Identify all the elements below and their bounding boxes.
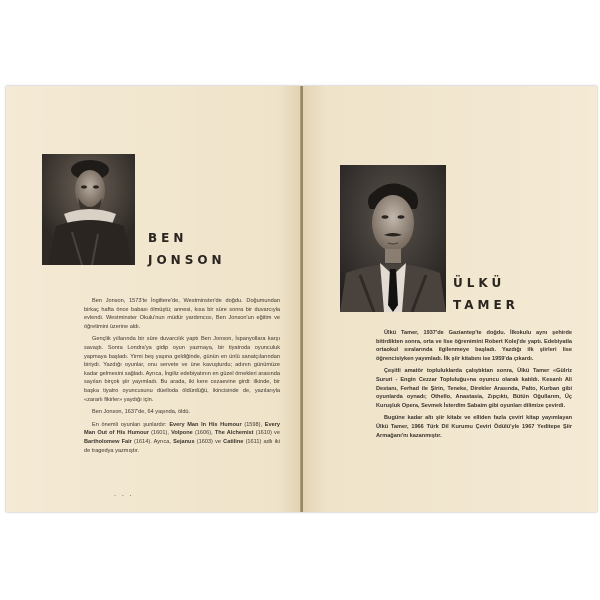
bio-paragraph: Gençlik yıllarında bir süre duvarcılık yaptı Ben Jonson, İspanyollara karşı savaştı. Sonra Londra'ya gidip oyun yazmaya, bir tiyatroda oyunculuk yapmaya başladı. Yirmi beş yaşına geldiğinde, günün en ünlü sanatçılarından biriydi. Yazdığı oyunlar, onu servete ve üne kavuşturdu; adının günümüze kadar gelmesini sağladı. Ayrıca, İngiliz edebiyatının en güzel örnekleri arasında sayılan birçok şiir yayımladı. Bu arada, iki kere cezaevine girdi: ilkinde, bir başka tiyatro oyuncusunu düelloda öldürdüğü, ikincisinde de, yazılarıyla «zararlı fikirler» yaydığı için. <box>84 336 280 403</box>
author-name-ulku-tamer <box>453 272 519 316</box>
works-intro: En önemli oyunları şunlardır: <box>92 421 167 428</box>
ben-jonson-biography <box>84 297 280 459</box>
work-title: Bartholomew Fair <box>84 438 132 445</box>
left-page <box>6 86 301 512</box>
work-year: (1614). Ayrıca, <box>134 438 171 445</box>
bio-paragraph: Ülkü Tamer, 1937'de Gaziantep'te doğdu. İlkokulu aynı şehirde bitirdikten sonra, orta ve lise öğrenimini Robert Kolej'de yaptı. Edebiyatla ortaokul sıralarında ilgilenmeye başladı. Yazdığı ilk şiirleri lise öğrencisiyken yayımladı. İlk şiir kitabını ise 1959'da çıkardı. <box>376 330 572 362</box>
work-year: (1601), <box>151 430 169 437</box>
work-title: Every Man Out of His Humour <box>84 421 281 437</box>
right-page <box>303 86 597 512</box>
work-year: (1606), <box>194 430 213 437</box>
bio-paragraph: Bugüne kadar altı şiir kitabı ve elliden fazla çeviri kitap yayımlayan Ülkü Tamer, 1966 Türk Dil Kurumu Çeviri Ödülü'yle 1967 Yeditepe Şiir Armağanı'nı kazanmıştır. <box>376 415 572 439</box>
work-title: The Alchemist <box>214 430 254 437</box>
name-line-1: ÜLKÜ <box>453 276 506 290</box>
book-spread <box>6 86 597 512</box>
work-title: Volpone <box>171 430 193 437</box>
work-year: (1603) ve <box>196 438 221 445</box>
bio-paragraph: Ben Jonson, 1573'te İngiltere'de, Westminster'de doğdu. Doğumundan birkaç hafta önce babası ölmüştü; annesi, kısa bir süre sonra bir duvarcıyla evlendi. Westminster Okulu'nun müdür yardımcısı, Ben Jonson'un eğitim ve öğretimini üzerine aldı. <box>84 298 280 330</box>
bio-paragraph: Çeşitli amatör topluluklarda çalıştıktan sonra, Ülkü Tamer «Gülriz Sururi - Engin Cezzar Topluluğu»na oyuncu olarak katıldı. Kesanlı Ali Destanı, Ferhad ile Şirin, Teneke, Direkler Arasında, Palto, Kurban gibi oyunlarda oynadı; Othello, Anastasia, Zıpçıktı, Bütün Oğullarım, Üç Kuruşluk Opera, Sevmek İsterdim Sabaim gibi oyunları dilimize çevirdi. <box>376 368 572 409</box>
work-year: (1610) ve <box>255 430 280 437</box>
works-paragraph <box>84 421 280 455</box>
footer-mark: . . . <box>114 491 134 498</box>
name-line-2: TAMER <box>453 298 519 312</box>
author-name-ben-jonson <box>148 227 226 271</box>
ben-jonson-portrait <box>42 154 135 265</box>
work-year: (1611) adlı iki de tragedya yazmıştır. <box>84 438 280 454</box>
work-title: Every Man In His Humour <box>169 421 242 428</box>
work-title: Sejanus <box>173 438 195 445</box>
ulku-tamer-portrait <box>340 165 446 312</box>
name-line-2: JONSON <box>148 253 226 267</box>
work-year: (1598), <box>244 421 263 428</box>
ulku-tamer-biography <box>376 329 572 444</box>
name-line-1: BEN <box>148 231 188 245</box>
bio-paragraph: Ben Jonson, 1637'de, 64 yaşında, öldü. <box>92 409 191 416</box>
work-title: Catiline <box>223 438 244 445</box>
